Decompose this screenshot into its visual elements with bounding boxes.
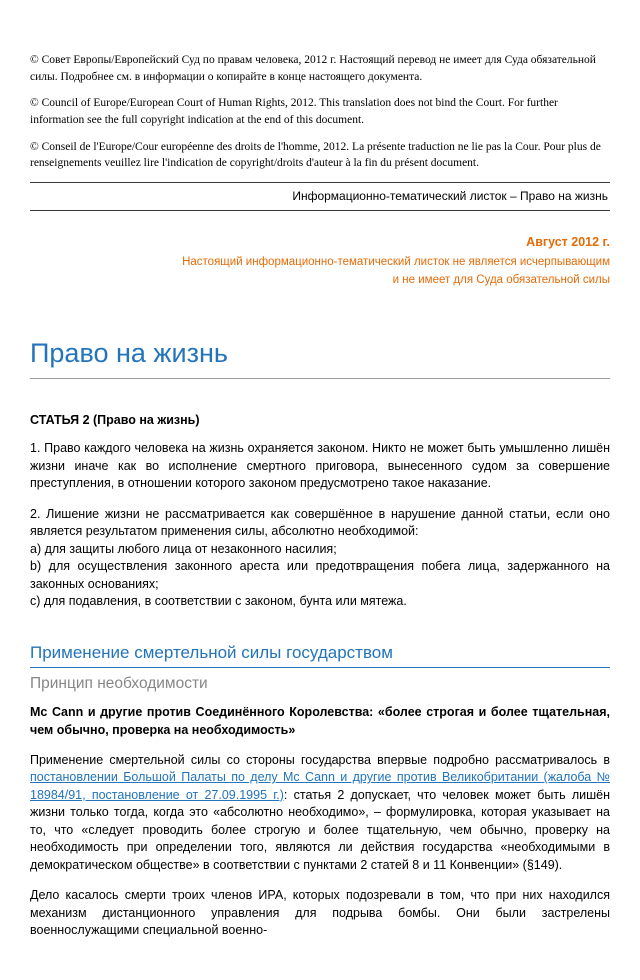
- article-paragraph-2: [30, 506, 610, 611]
- issue-date: Август 2012 г.: [526, 235, 610, 250]
- article-heading: СТАТЬЯ 2 (Право на жизнь): [30, 413, 200, 428]
- page-title: Право на жизнь: [30, 338, 610, 379]
- paragraph-text-before-link: Применение смертельной силы со стороны государства впервые подробно рассматривалось в: [30, 752, 610, 767]
- copyright-block: [30, 52, 610, 172]
- article-paragraph-2-intro: 2. Лишение жизни не рассматривается как совершённое в нарушение данной статьи, если оно является результатом применения силы, абсолютно необходимой:: [30, 506, 610, 539]
- case-title: Mc Cann и другие против Соединённого Королевства: «более строгая и более тщательная, чем обычно, проверка на необходимость»: [30, 704, 610, 737]
- copyright-notice-english: © Council of Europe/European Court of Human Rights, 2012. This translation does not bind the Court. For further information see the full copyright indication at the end of this document.: [30, 97, 558, 127]
- subsection-heading: Принцип необходимости: [30, 674, 208, 692]
- section-paragraph-1: [30, 752, 610, 875]
- article-paragraph-1: 1. Право каждого человека на жизнь охраняется законом. Никто не может быть умышленно лишён жизни иначе как во исполнение смертного приговора, вынесенного судом за совершение преступления, в отношении которого законом предусмотрено такое наказание.: [30, 441, 610, 491]
- section-paragraph-2: Дело касалось смерти троих членов ИРА, которых подозревали в том, что при них находился механизм дистанционного управления для подрыва бомбы. Они были застрелены военнослужащими специальной военно-: [30, 888, 610, 938]
- article-clause-a: a) для защиты любого лица от незаконного насилия;: [30, 541, 337, 556]
- article-clause-b: b) для осуществления законного ареста или предотвращения побега лица, задержанного на законных основаниях;: [30, 559, 610, 591]
- disclaimer-line-2: и не имеет для Суда обязательной силы: [392, 274, 610, 287]
- section-heading: Применение смертельной силы государством: [30, 643, 610, 668]
- disclaimer-line-1: Настоящий информационно-тематический листок не является исчерпывающим: [182, 256, 610, 269]
- header-band: [30, 182, 610, 211]
- copyright-notice-french: © Conseil de l'Europe/Cour européenne des droits de l'homme, 2012. La présente traduction ne lie pas la Cour. Pour plus de renseignements veuillez lire l'indication de copyright/droits d'auteur à la fin du présent document.: [30, 140, 601, 170]
- disclaimer-block: [30, 233, 610, 290]
- copyright-notice-russian: © Совет Европы/Европейский Суд по правам человека, 2012 г. Настоящий перевод не имеет для Суда обязательной силы. Подробнее см. в информации о копирайте в конце настоящего документа.: [30, 54, 596, 83]
- document-subtitle: Информационно-тематический листок – Право на жизнь: [292, 189, 608, 204]
- article-clause-c: c) для подавления, в соответствии с законом, бунта или мятежа.: [30, 594, 407, 609]
- case-law-link[interactable]: постановлении Большой Палаты по делу Mc Cann и другие против Великобритании (жалоба № 18984/91, постановление от 27.09.1995 г.): [30, 770, 610, 802]
- paragraph-text-after-link: : статья 2 допускает, что человек может быть лишён жизни только тогда, когда это «абсолютно необходимо», – формулировка, которая указывает на то, что «следует проводить более строгую и более тщательную, чем обычно, проверку на необходимость при определении того, являются ли действия государства «необходимыми в демократическом обществе» в соответствии с пунктами 2 статей 8 и 11 Конвенции» (§149).: [30, 787, 611, 872]
